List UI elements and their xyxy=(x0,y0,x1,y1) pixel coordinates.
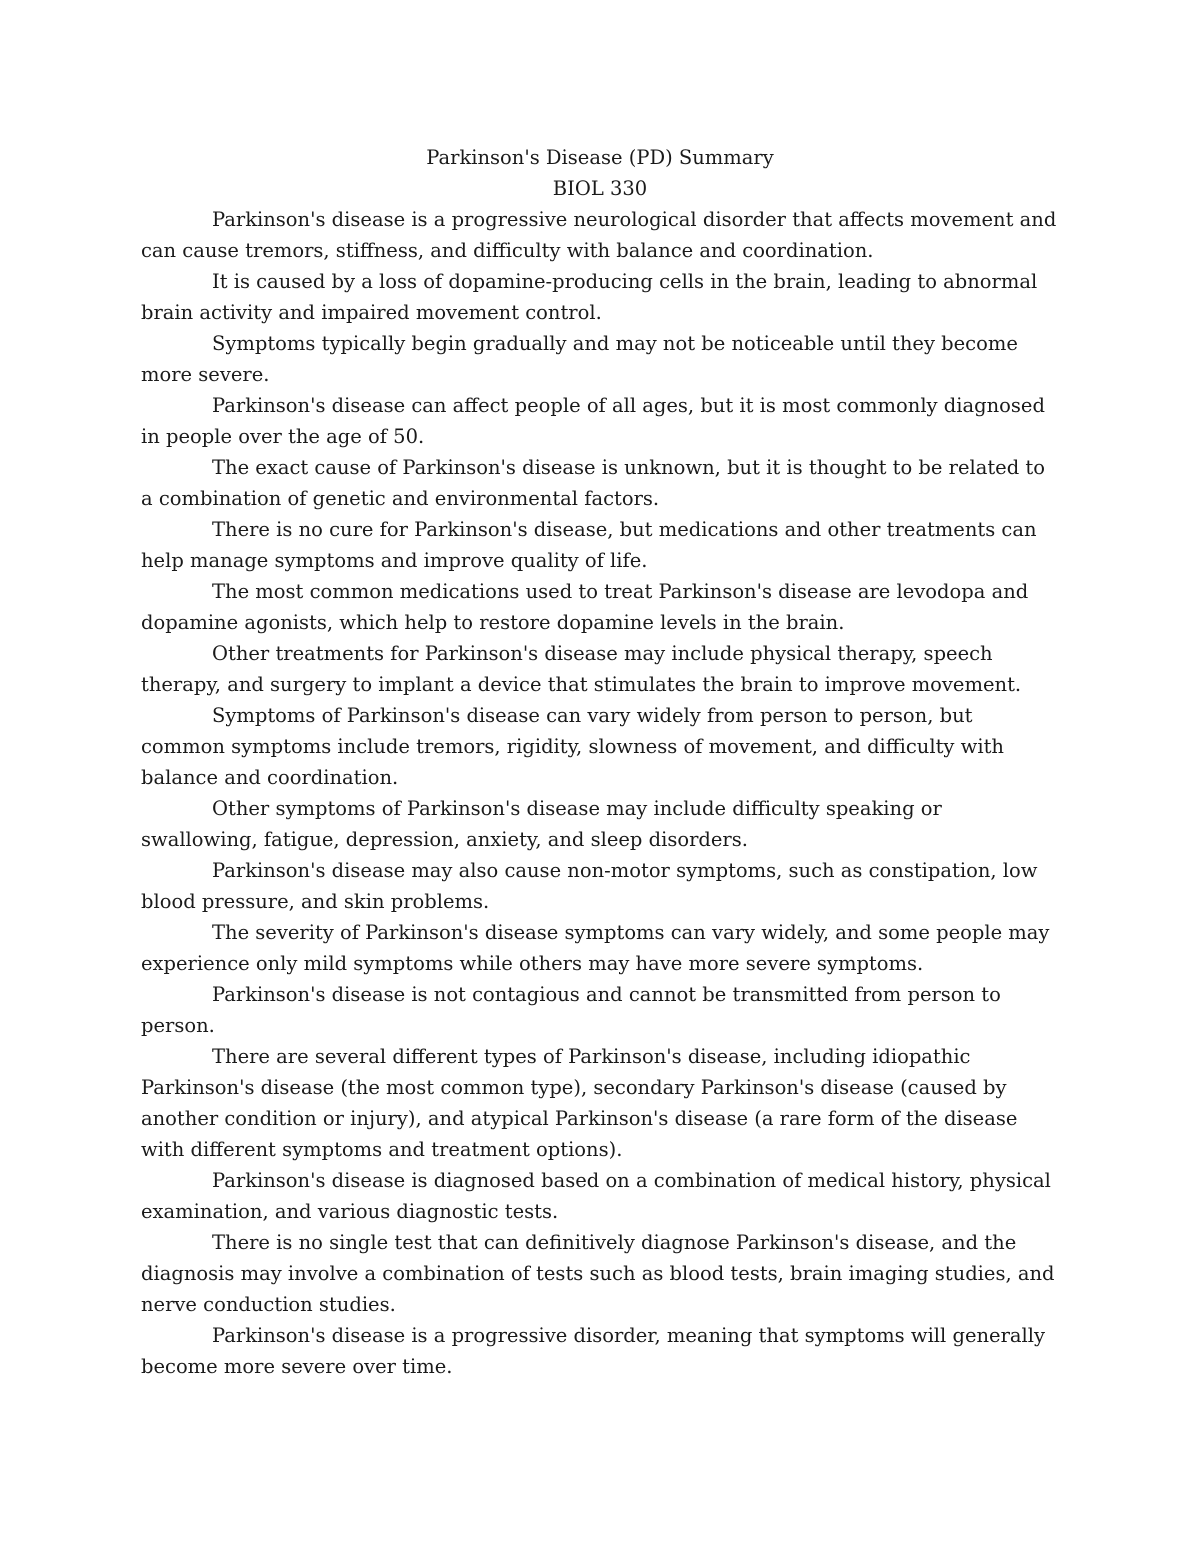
paragraph-10: Other symptoms of Parkinson's disease may include difficulty speaking or swallowing, fatigue, depression, anxiety, and sleep disorders. xyxy=(141,797,942,851)
paragraph-11: Parkinson's disease may also cause non-motor symptoms, such as constipation, low blood pressure, and skin problems. xyxy=(141,859,1038,913)
paragraph-9: Symptoms of Parkinson's disease can vary widely from person to person, but common symptoms include tremors, rigidity, slowness of movement, and difficulty with balance and coordination. xyxy=(141,704,1004,789)
paragraph-6: There is no cure for Parkinson's disease, but medications and other treatments can help manage symptoms and improve quality of life. xyxy=(141,518,1037,572)
paragraph-2: It is caused by a loss of dopamine-producing cells in the brain, leading to abnormal brain activity and impaired movement control. xyxy=(141,270,1038,324)
paragraph-8: Other treatments for Parkinson's disease may include physical therapy, speech therapy, and surgery to implant a device that stimulates the brain to improve movement. xyxy=(141,642,1022,696)
paragraph-4: Parkinson's disease can affect people of all ages, but it is most commonly diagnosed in people over the age of 50. xyxy=(141,394,1045,448)
paragraph-17: Parkinson's disease is a progressive disorder, meaning that symptoms will generally become more severe over time. xyxy=(141,1324,1046,1378)
paragraph-15: Parkinson's disease is diagnosed based on a combination of medical history, physical examination, and various diagnostic tests. xyxy=(141,1169,1051,1223)
course-code: BIOL 330 xyxy=(552,177,648,200)
paragraph-13: Parkinson's disease is not contagious and cannot be transmitted from person to person. xyxy=(141,983,1001,1037)
paragraph-3: Symptoms typically begin gradually and may not be noticeable until they become more severe. xyxy=(141,332,1018,386)
document-title: Parkinson's Disease (PD) Summary xyxy=(426,146,774,169)
document-body xyxy=(141,142,1059,1382)
paragraph-12: The severity of Parkinson's disease symptoms can vary widely, and some people may experience only mild symptoms while others may have more severe symptoms. xyxy=(141,921,1050,975)
paragraph-7: The most common medications used to treat Parkinson's disease are levodopa and dopamine agonists, which help to restore dopamine levels in the brain. xyxy=(141,580,1029,634)
paragraph-14: There are several different types of Parkinson's disease, including idiopathic Parkinson's disease (the most common type), secondary Parkinson's disease (caused by another condition or injury), and atypical Parkinson's disease (a rare form of the disease with different symptoms and treatment options). xyxy=(141,1045,1018,1161)
paragraph-1: Parkinson's disease is a progressive neurological disorder that affects movement and can cause tremors, stiffness, and difficulty with balance and coordination. xyxy=(141,208,1057,262)
paragraph-5: The exact cause of Parkinson's disease is unknown, but it is thought to be related to a combination of genetic and environmental factors. xyxy=(141,456,1045,510)
paragraph-16: There is no single test that can definitively diagnose Parkinson's disease, and the diagnosis may involve a combination of tests such as blood tests, brain imaging studies, and nerve conduction studies. xyxy=(141,1231,1055,1316)
